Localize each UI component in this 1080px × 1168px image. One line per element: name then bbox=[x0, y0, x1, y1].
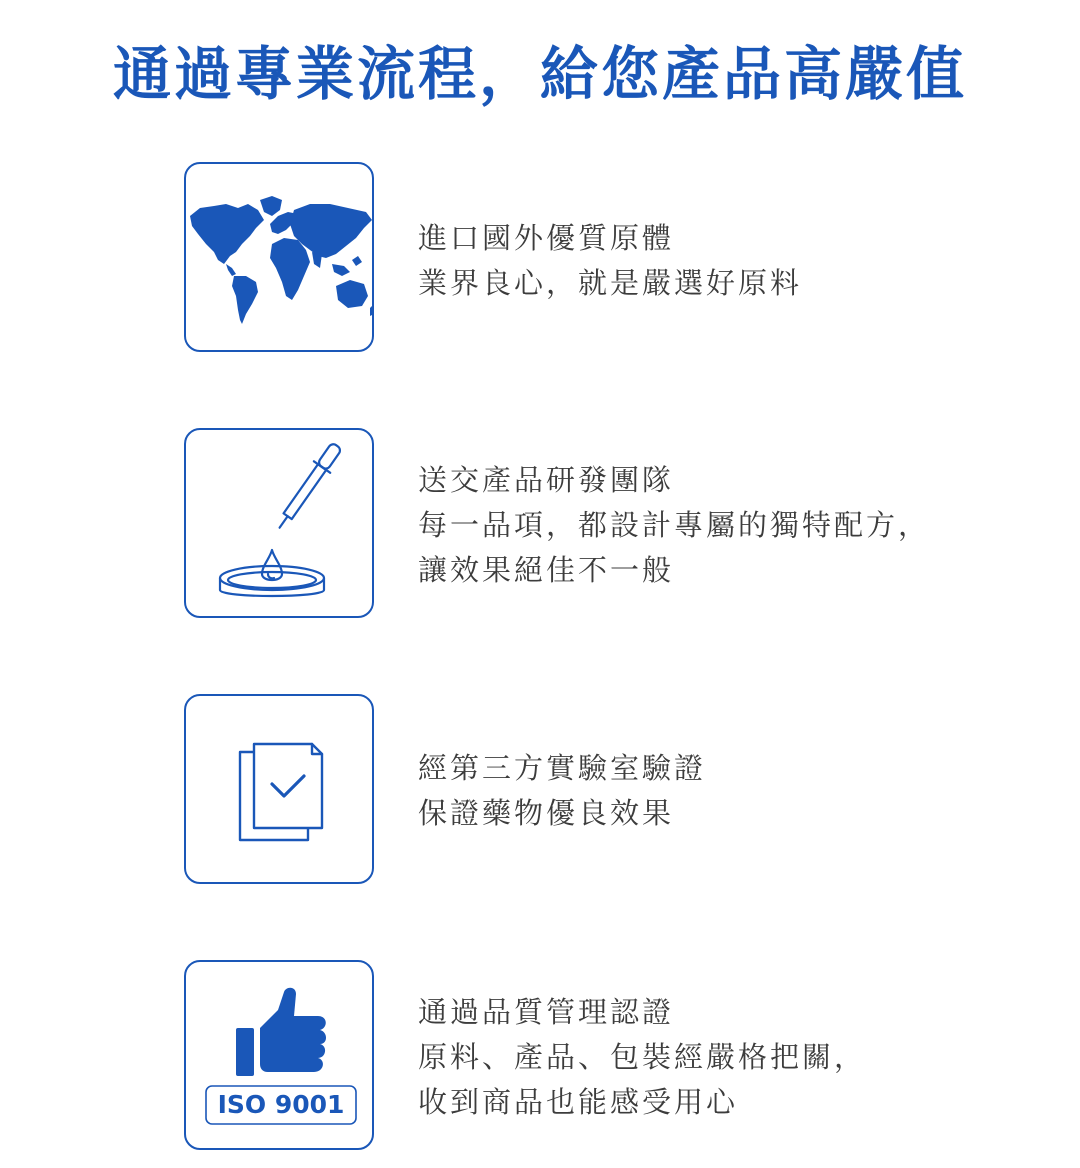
desc-line: 讓效果絕佳不一般 bbox=[418, 553, 675, 587]
feature-row-iso bbox=[0, 960, 1080, 1154]
thumbs-up-icon bbox=[184, 960, 374, 1150]
document-check-icon bbox=[184, 694, 374, 884]
world-map-icon bbox=[184, 162, 374, 352]
desc-line: 通過品質管理認證 bbox=[418, 995, 675, 1029]
desc-line: 每一品項，都設計專屬的獨特配方， bbox=[418, 508, 931, 542]
desc-line: 業界良心，就是嚴選好原料 bbox=[418, 266, 803, 300]
desc-line: 保證藥物優良效果 bbox=[418, 796, 675, 830]
dropper-petri-dish-icon bbox=[184, 428, 374, 618]
desc-line: 送交產品研發團隊 bbox=[418, 463, 675, 497]
feature-row-import bbox=[0, 162, 1080, 356]
page-title: 通過專業流程，給您產品高嚴值 bbox=[112, 40, 967, 108]
feature-row-lab bbox=[0, 694, 1080, 888]
feature-description bbox=[418, 458, 930, 593]
desc-line: 收到商品也能感受用心 bbox=[418, 1085, 739, 1119]
desc-line: 進口國外優質原體 bbox=[418, 221, 675, 255]
desc-line: 原料、產品、包裝經嚴格把關， bbox=[418, 1040, 867, 1074]
feature-row-rnd bbox=[0, 428, 1080, 622]
iso-badge-label: ISO 9001 bbox=[217, 1090, 345, 1119]
desc-line: 經第三方實驗室驗證 bbox=[418, 751, 707, 785]
feature-description bbox=[418, 990, 866, 1125]
feature-description bbox=[418, 746, 706, 836]
feature-description bbox=[418, 216, 802, 306]
